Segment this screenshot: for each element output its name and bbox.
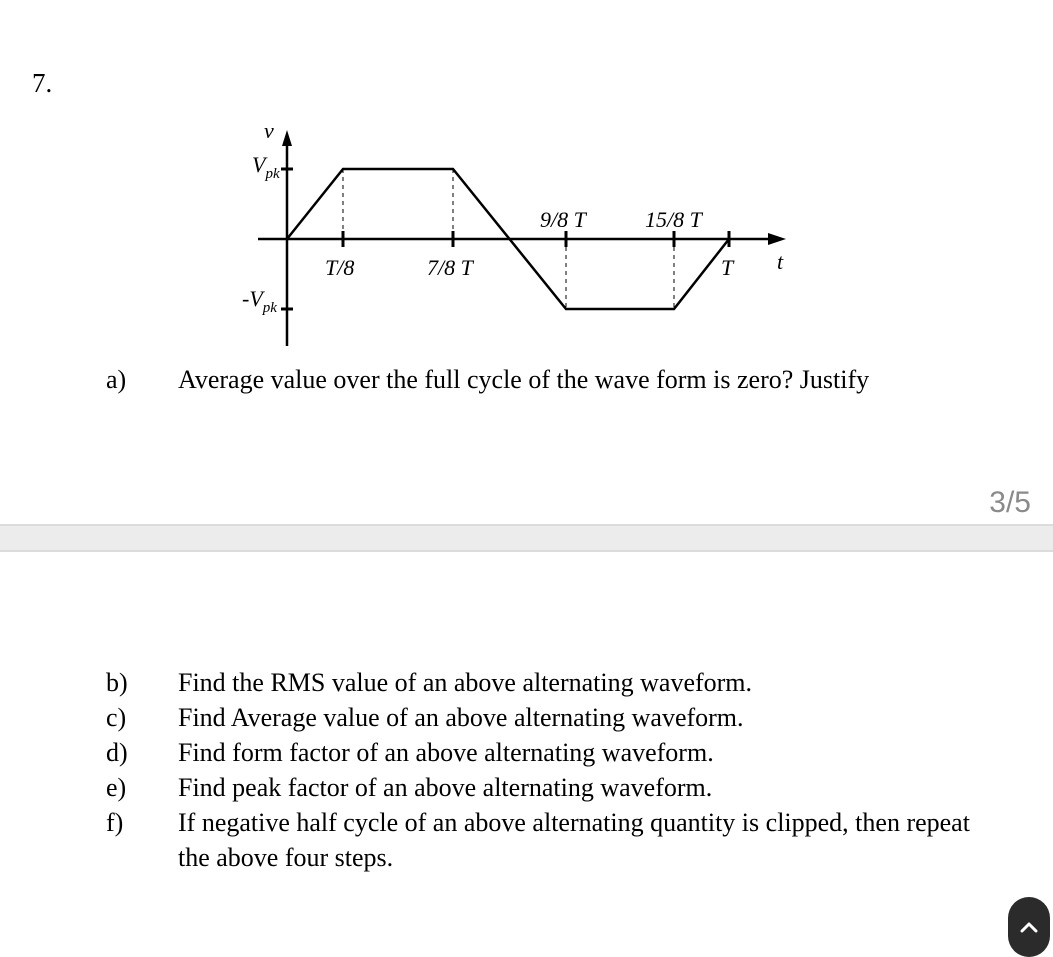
x-axis-label: t (777, 249, 784, 274)
part-text: Find peak factor of an above alternating waveform. (178, 773, 713, 802)
x-axis-arrow (768, 233, 786, 245)
part-text: Find form factor of an above alternating waveform. (178, 738, 714, 767)
chevron-up-icon (1019, 921, 1039, 933)
part-label: e) (106, 773, 127, 802)
scroll-to-top-button[interactable] (1008, 897, 1050, 957)
page-indicator: 3/5 (989, 486, 1031, 519)
part-label: c) (106, 703, 127, 732)
tick-label-15-8t: 15/8 T (645, 207, 702, 232)
question-number: 7. (32, 68, 53, 98)
part-label: a) (106, 365, 127, 394)
part-text: If negative half cycle of an above alternating quantity is clipped, then repeat the above four steps. (178, 808, 970, 872)
part-text: Find Average value of an above alternating waveform. (178, 703, 744, 732)
tick-label-7-8t: 7/8 T (427, 255, 473, 280)
part-label: b) (106, 668, 128, 697)
y-axis-arrow (282, 130, 292, 146)
tick-label-t: T (721, 255, 734, 280)
part-text: Find the RMS value of an above alternating waveform. (178, 668, 753, 697)
tick-label-9-8t: 9/8 T (540, 207, 586, 232)
part-label: f) (106, 808, 124, 837)
tick-label-t8: T/8 (325, 255, 355, 280)
part-text: Average value over the full cycle of the wave form is zero? Justify (178, 365, 870, 394)
neg-vpk-label: $-V_{pk}$ (242, 286, 277, 316)
vpk-label: $V_{pk}$ (252, 152, 280, 182)
y-axis-label: v (264, 118, 274, 143)
page-separator (0, 524, 1053, 552)
part-label: d) (106, 738, 128, 767)
